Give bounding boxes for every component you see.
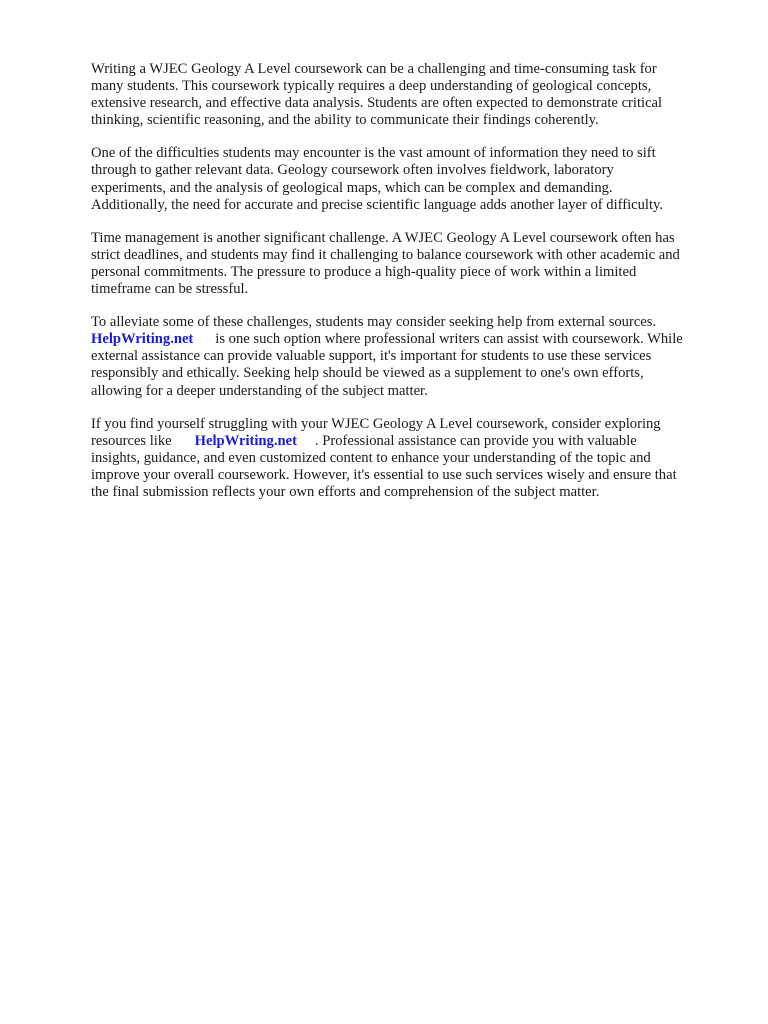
text-segment: is one such option where professional writers can assist with coursework. While — [215, 331, 683, 348]
text-line: external assistance can provide valuable support, it's important for students to use these services — [91, 348, 652, 365]
text-line — [91, 433, 727, 450]
text-line — [91, 331, 727, 348]
helpwriting-link[interactable]: HelpWriting.net — [194, 432, 297, 449]
text-line: One of the difficulties students may encounter is the vast amount of information they need to sift — [91, 145, 656, 162]
text-line: To alleviate some of these challenges, students may consider seeking help from external sources. — [91, 314, 657, 331]
text-line: timeframe can be stressful. — [91, 281, 249, 298]
text-line: many students. This coursework typically requires a deep understanding of geological concepts, — [91, 78, 652, 95]
text-line: responsibly and ethically. Seeking help should be viewed as a supplement to one's own efforts, — [91, 365, 644, 382]
text-line: strict deadlines, and students may find it challenging to balance coursework with other academic and — [91, 246, 680, 263]
document-body — [91, 61, 727, 517]
text-line: improve your overall coursework. However, it's essential to use such services wisely and ensure that — [91, 466, 677, 483]
text-line: personal commitments. The pressure to produce a high-quality piece of work within a limited — [91, 263, 637, 280]
paragraph-conclusion — [91, 416, 727, 501]
paragraph-intro — [91, 61, 727, 129]
helpwriting-link[interactable]: HelpWriting.net — [91, 331, 194, 348]
text-segment: . Professional assistance can provide you with valuable — [314, 432, 637, 449]
paragraph-difficulties — [91, 145, 727, 213]
text-line: Writing a WJEC Geology A Level coursework can be a challenging and time-consuming task for — [91, 61, 657, 77]
text-line: Time management is another significant challenge. A WJEC Geology A Level coursework often has — [91, 229, 675, 246]
text-line: Additionally, the need for accurate and precise scientific language adds another layer of difficulty. — [91, 196, 664, 213]
text-line: the final submission reflects your own efforts and comprehension of the subject matter. — [91, 483, 600, 500]
text-line: If you find yourself struggling with your WJEC Geology A Level coursework, consider exploring — [91, 415, 661, 432]
text-line: experiments, and the analysis of geological maps, which can be complex and demanding. — [91, 179, 613, 196]
text-line: insights, guidance, and even customized content to enhance your understanding of the topic and — [91, 449, 651, 466]
text-line: allowing for a deeper understanding of the subject matter. — [91, 382, 428, 399]
text-line: extensive research, and effective data analysis. Students are often expected to demonstrate critical — [91, 95, 663, 112]
text-segment: resources like — [91, 432, 172, 449]
paragraph-time-management — [91, 230, 727, 298]
text-line: thinking, scientific reasoning, and the ability to communicate their findings coherently. — [91, 112, 599, 129]
paragraph-external-help — [91, 314, 727, 399]
text-line: through to gather relevant data. Geology coursework often involves fieldwork, laboratory — [91, 162, 614, 179]
